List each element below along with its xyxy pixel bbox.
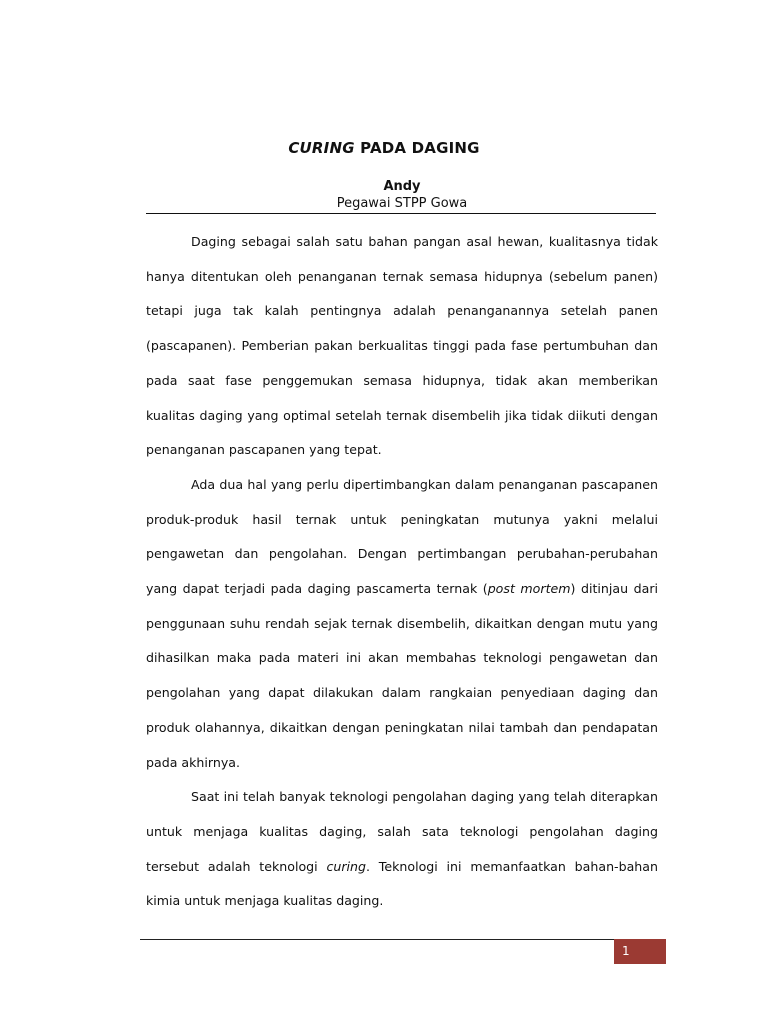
header-divider (146, 213, 656, 214)
paragraph-1: Daging sebagai salah satu bahan pangan asal hewan, kualitasnya tidak hanya ditentukan oleh penanganan ternak semasa hidupnya (sebelum panen) tetapi juga tak kalah pentingnya adalah penanganannya setelah panen (pascapanen). Pemberian pakan berkualitas tinggi pada fase pertumbuhan dan pada saat fase penggemukan semasa hidupnya, tidak akan memberikan kualitas daging yang optimal setelah ternak disembelih jika tidak diikuti dengan penanganan pascapanen yang tepat. (146, 234, 658, 458)
footer-divider (140, 939, 614, 940)
author-name: Andy (383, 179, 421, 194)
document-title (0, 139, 768, 157)
paragraph-2-text-a: Ada dua hal yang perlu dipertimbangkan dalam penanganan pascapanen produk-produk hasil ternak untuk peningkatan mutunya yakni melalui pengawetan dan pengolahan. Dengan pertimbangan perubahan-perubahan yang dapat terjadi pada daging pascamerta ternak ( (146, 476, 658, 597)
paragraph-3-text-a: Saat ini telah banyak teknologi pengolahan daging yang telah diterapkan untuk menjaga kualitas daging, salah sata teknologi pengolahan daging tersebut adalah teknologi (146, 789, 658, 874)
page-number-badge (614, 939, 666, 964)
author-affiliation: Pegawai STPP Gowa (336, 196, 468, 211)
paragraph-3-text-b: . Teknologi ini memanfaatkan bahan-bahan kimia untuk menjaga kualitas daging. (146, 858, 658, 909)
paragraph-2-text-b: ) ditinjau dari penggunaan suhu rendah sejak ternak disembelih, dikaitkan dengan mutu yang dihasilkan maka pada materi ini akan membahas teknologi pengawetan dan pengolahan yang dapat dilakukan dalam rangkaian penyediaan daging dan produk olahannya, dikaitkan dengan peningkatan nilai tambah dan pendapatan pada akhirnya. (146, 581, 658, 770)
paragraph-3-italic: curing (326, 858, 366, 874)
title-rest: PADA DAGING (354, 139, 480, 157)
paragraph-3 (146, 780, 658, 919)
page-number: 1 (622, 944, 630, 958)
title-italic: CURING (288, 139, 355, 157)
paragraph-2 (146, 468, 658, 780)
document-body (146, 225, 658, 919)
paragraph-2-italic: post mortem (487, 581, 571, 597)
